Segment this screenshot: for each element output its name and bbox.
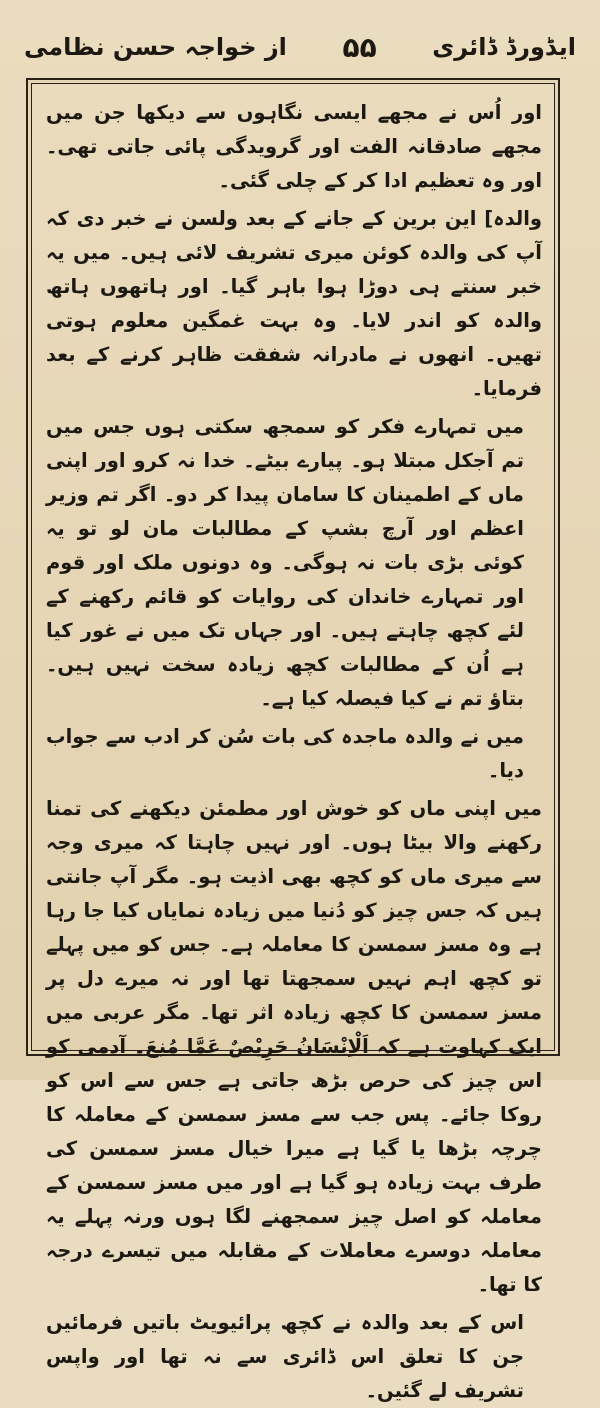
page-header [24, 28, 576, 66]
page-number: ۵۵ [342, 30, 377, 64]
book-title: ایڈورڈ ڈائری [432, 33, 576, 61]
paragraph: والدہ] این برین کے جانے کے بعد ولسن نے خبر دی کہ آپ کی والدہ کوئن میری تشریف لائی ہیں۔ میں یہ خبر سنتے ہی دوڑا ہوا باہر گیا۔ اور ہاتھوں ہاتھ والدہ کو اندر لایا۔ وہ بہت غمگین معلوم ہوتی تھیں۔ انھوں نے مادرانہ شفقت ظاہر کرنے کے بعد فرمایا۔ [46, 207, 542, 400]
paragraph: میں تمہارے فکر کو سمجھ سکتی ہوں جس میں تم آجکل مبتلا ہو۔ پیارے بیٹے۔ خدا نہ کرو اور اپنی ماں کے اطمینان کا سامان پیدا کر دو۔ اگر تم وزیر اعظم اور آرچ بشپ کے مطالبات مان لو تو یہ کوئی بڑی بات نہ ہوگی۔ وہ دونوں ملک اور قوم اور تمہارے خاندان کی روایات کو قائم رکھنے کے لئے کچھ چاہتے ہیں۔ اور جہاں تک میں نے غور کیا ہے اُن کے مطالبات کچھ زیادہ سخت نہیں ہیں۔ بتاؤ تم نے کیا فیصلہ کیا ہے۔ [46, 415, 524, 710]
author-name: از خواجہ حسن نظامی [24, 33, 287, 61]
paragraph: میں اپنی ماں کو خوش اور مطمئن دیکھنے کی تمنا رکھنے والا بیٹا ہوں۔ اور نہیں چاہتا کہ میری وجہ سے میری ماں کو کچھ بھی اذیت ہو۔ مگر آپ جانتی ہیں کہ جس چیز کو دُنیا میں زیادہ نمایاں کیا جا رہا ہے وہ مسز سمسن کا معاملہ ہے۔ جس کو میں پہلے تو کچھ اہم نہیں سمجھتا تھا اور نہ میرے دل پر مسز سمسن کا کچھ زیادہ اثر تھا۔ مگر عربی میں ایک کہاوت ہے کہ اَلْاِنْسَانُ حَرِیْصٌ عَمَّا مُنِعَ۔ آدمی کو اس چیز کی حرص بڑھ جاتی ہے جس سے اس کو روکا جائے۔ پس جب سے مسز سمسن کے معاملہ کا چرچہ بڑھا یا گیا ہے میرا خیال مسز سمسن کی طرف بہت زیادہ ہو گیا ہے اور میں مسز سمسن کے معاملہ کو اصل چیز سمجھنے لگا ہوں ورنہ پہلے یہ معاملہ دوسرے معاملات کے مقابلہ میں تیسرے درجہ کا تھا۔ [46, 797, 542, 1296]
paragraph: میں نے والدہ ماجدہ کی بات سُن کر ادب سے جواب دیا۔ [46, 725, 524, 782]
paragraph: اور اُس نے مجھے ایسی نگاہوں سے دیکھا جن میں مجھے صادقانہ الفت اور گرویدگی پائی جاتی تھی۔ اور وہ تعظیم ادا کر کے چلی گئی۔ [46, 101, 542, 192]
page-body [46, 96, 542, 1402]
paragraph: اس کے بعد والدہ نے کچھ پرائیویٹ باتیں فرمائیں جن کا تعلق اس ڈائری سے نہ تھا اور واپس تشریف لے گئیں۔ [46, 1311, 524, 1402]
